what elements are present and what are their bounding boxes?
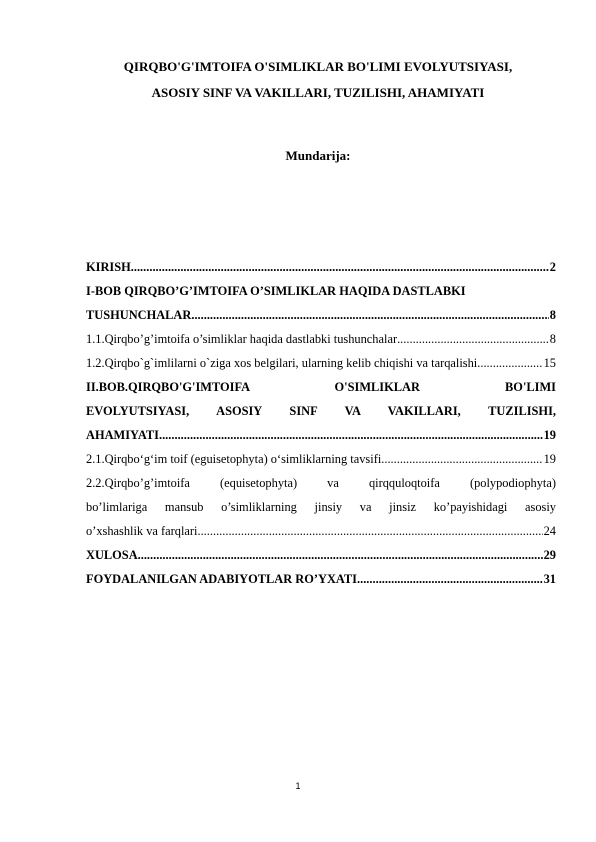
dot-leader <box>357 567 543 591</box>
toc-page-number: 2 <box>549 260 556 274</box>
contents-heading: Mundarija: <box>285 148 351 163</box>
title-line-1: QIRQBO'G'IMTOIFA O'SIMLIKLAR BO'LIMI EVOLYUTSIYASI, <box>123 59 513 74</box>
toc-page-number: 8 <box>549 308 556 322</box>
toc-entry-text: XULOSA <box>86 548 138 562</box>
toc-page-number: 8 <box>549 332 556 346</box>
toc-entry-text: II.BOB.QIRQBO'G'IMTOIFA O'SIMLIKLAR BO'LIMI <box>86 380 556 394</box>
toc-page-number: 29 <box>543 548 556 562</box>
toc-entry-section-1-1[interactable] <box>86 327 556 351</box>
toc-page-number: 31 <box>543 572 556 586</box>
dot-leader <box>381 447 542 471</box>
dot-leader <box>138 543 543 567</box>
toc-entry-text: EVOLYUTSIYASI, ASOSIY SINF VA VAKILLARI, TUZILISHI, <box>86 404 556 418</box>
toc-page-number: 24 <box>543 524 556 538</box>
table-of-contents <box>86 255 556 591</box>
toc-entry-text: TUSHUNCHALAR <box>86 308 192 322</box>
dot-leader <box>397 327 549 351</box>
toc-entry-intro[interactable] <box>86 255 556 279</box>
toc-entry-text: FOYDALANILGAN ADABIYOTLAR RO’YXATI <box>86 572 358 586</box>
title-line-2: ASOSIY SINF VA VAKILLARI, TUZILISHI, AHAMIYATI <box>151 85 485 100</box>
toc-entry-text: AHAMIYATI <box>86 428 159 442</box>
toc-entry-references[interactable] <box>86 567 556 591</box>
toc-entry-chapter-1[interactable] <box>86 279 556 327</box>
toc-entry-conclusion[interactable] <box>86 543 556 567</box>
toc-entry-text: 2.1.Qirqbo‘g‘im toif (eguisetophyta) o‘simliklarning tavsifi <box>86 452 382 466</box>
toc-entry-chapter-2[interactable] <box>86 375 556 447</box>
toc-page-number: 15 <box>543 356 556 370</box>
dot-leader <box>159 423 543 447</box>
toc-entry-section-2-2[interactable] <box>86 471 556 543</box>
toc-entry-text: I-BOB QIRQBO’G’IMTOIFA O’SIMLIKLAR HAQIDA DASTLABKI <box>86 284 466 298</box>
dot-leader <box>197 519 542 543</box>
toc-entry-text: 1.2.Qirqbo`g`imlilarni o`ziga xos belgilari, ularning kelib chiqishi va tarqalishi <box>86 356 478 370</box>
dot-leader <box>191 303 548 327</box>
dot-leader <box>131 255 549 279</box>
toc-entry-section-2-1[interactable] <box>86 447 556 471</box>
page-number: 1 <box>295 781 301 791</box>
toc-entry-text: 1.1.Qirqbo’g’imtoifa o’simliklar haqida dastlabki tushunchalar <box>86 332 398 346</box>
toc-page-number: 19 <box>543 452 556 466</box>
toc-entry-text: o’xshashlik va farqlari <box>86 524 198 538</box>
toc-entry-text: 2.2.Qirqbo’g’imtoifa (equisetophyta) va qirqquloqtoifa (polypodiophyta) <box>86 476 556 490</box>
dot-leader <box>477 351 542 375</box>
toc-entry-section-1-2[interactable] <box>86 351 556 375</box>
toc-page-number: 19 <box>543 428 556 442</box>
toc-entry-text: KIRISH <box>86 260 131 274</box>
toc-entry-text: bo’limlariga mansub o’simliklarning jinsiy va jinsiz ko’payishidagi asosiy <box>86 500 556 514</box>
document-title <box>80 54 556 106</box>
